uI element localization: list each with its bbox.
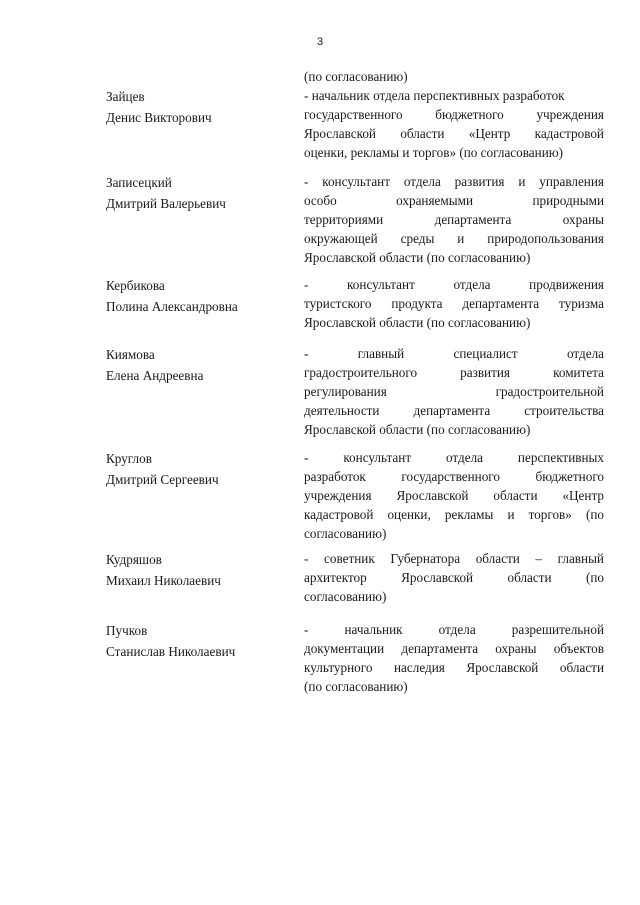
member-position [304,275,604,332]
member-name [106,344,296,386]
member-name [106,275,296,317]
position-line: регулирования градостроительной [304,384,604,399]
member-surname: Круглов [106,451,152,466]
position-line: архитектор Ярославской области (по [304,570,604,585]
position-line: Ярославской области (по согласованию) [304,422,531,437]
member-entry [0,448,640,541]
member-surname: Киямова [106,347,155,362]
member-position [304,172,604,267]
member-entry [0,344,640,437]
position-line: - консультант отдела перспективных [304,450,604,465]
member-position [304,620,604,696]
position-line: градостроительного развития комитета [304,365,604,380]
position-line: окружающей среды и природопользования [304,231,604,246]
member-given-names: Полина Александровна [106,299,238,314]
position-line: - начальник отдела разрешительной [304,622,604,637]
position-line: учреждения Ярославской области «Центр [304,488,604,503]
member-surname: Записецкий [106,175,172,190]
position-line: - консультант отдела продвижения [304,277,604,292]
position-line: - главный специалист отдела [304,346,604,361]
position-line: согласованию) [304,526,387,541]
member-entry [0,172,640,265]
member-entry [0,620,640,694]
position-line: Ярославской области (по согласованию) [304,315,531,330]
member-given-names: Михаил Николаевич [106,573,221,588]
member-position [304,448,604,543]
position-line: кадастровой оценки, рекламы и торгов» (по [304,507,604,522]
position-line: оценки, рекламы и торгов» (по согласованию) [304,145,564,160]
member-given-names: Дмитрий Сергеевич [106,472,219,487]
continuation-text: (по согласованию) [304,69,408,84]
member-name [106,86,296,128]
position-line: согласованию) [304,589,387,604]
position-line: особо охраняемыми природными [304,193,604,208]
position-line: (по согласованию) [304,679,408,694]
member-entry [0,549,640,604]
member-name [106,620,296,662]
member-given-names: Елена Андреевна [106,368,204,383]
position-line: Ярославской области «Центр кадастровой [304,126,604,141]
position-line: деятельности департамента строительства [304,403,604,418]
member-surname: Зайцев [106,89,145,104]
member-position [304,86,604,162]
member-position [304,344,604,439]
position-line: культурного наследия Ярославской области [304,660,604,675]
position-line: документации департамента охраны объектов [304,641,604,656]
page-number: 3 [316,36,324,48]
position-line: территориями департамента охраны [304,212,604,227]
member-surname: Кудряшов [106,552,162,567]
member-entry [0,86,640,160]
position-line: - советник Губернатора области – главный [304,551,604,566]
member-surname: Кербикова [106,278,165,293]
member-surname: Пучков [106,623,148,638]
position-line: туристского продукта департамента туризма [304,296,604,311]
member-given-names: Дмитрий Валерьевич [106,196,226,211]
member-entry [0,275,640,330]
position-line: - консультант отдела развития и управления [304,174,604,189]
position-line: разработок государственного бюджетного [304,469,604,484]
member-given-names: Денис Викторович [106,110,212,125]
position-line: государственного бюджетного учреждения [304,107,604,122]
member-name [106,549,296,591]
member-given-names: Станислав Николаевич [106,644,236,659]
position-line: Ярославской области (по согласованию) [304,250,531,265]
member-position [304,549,604,606]
position-line: - начальник отдела перспективных разработок [304,88,565,103]
member-name [106,448,296,490]
member-name [106,172,296,214]
